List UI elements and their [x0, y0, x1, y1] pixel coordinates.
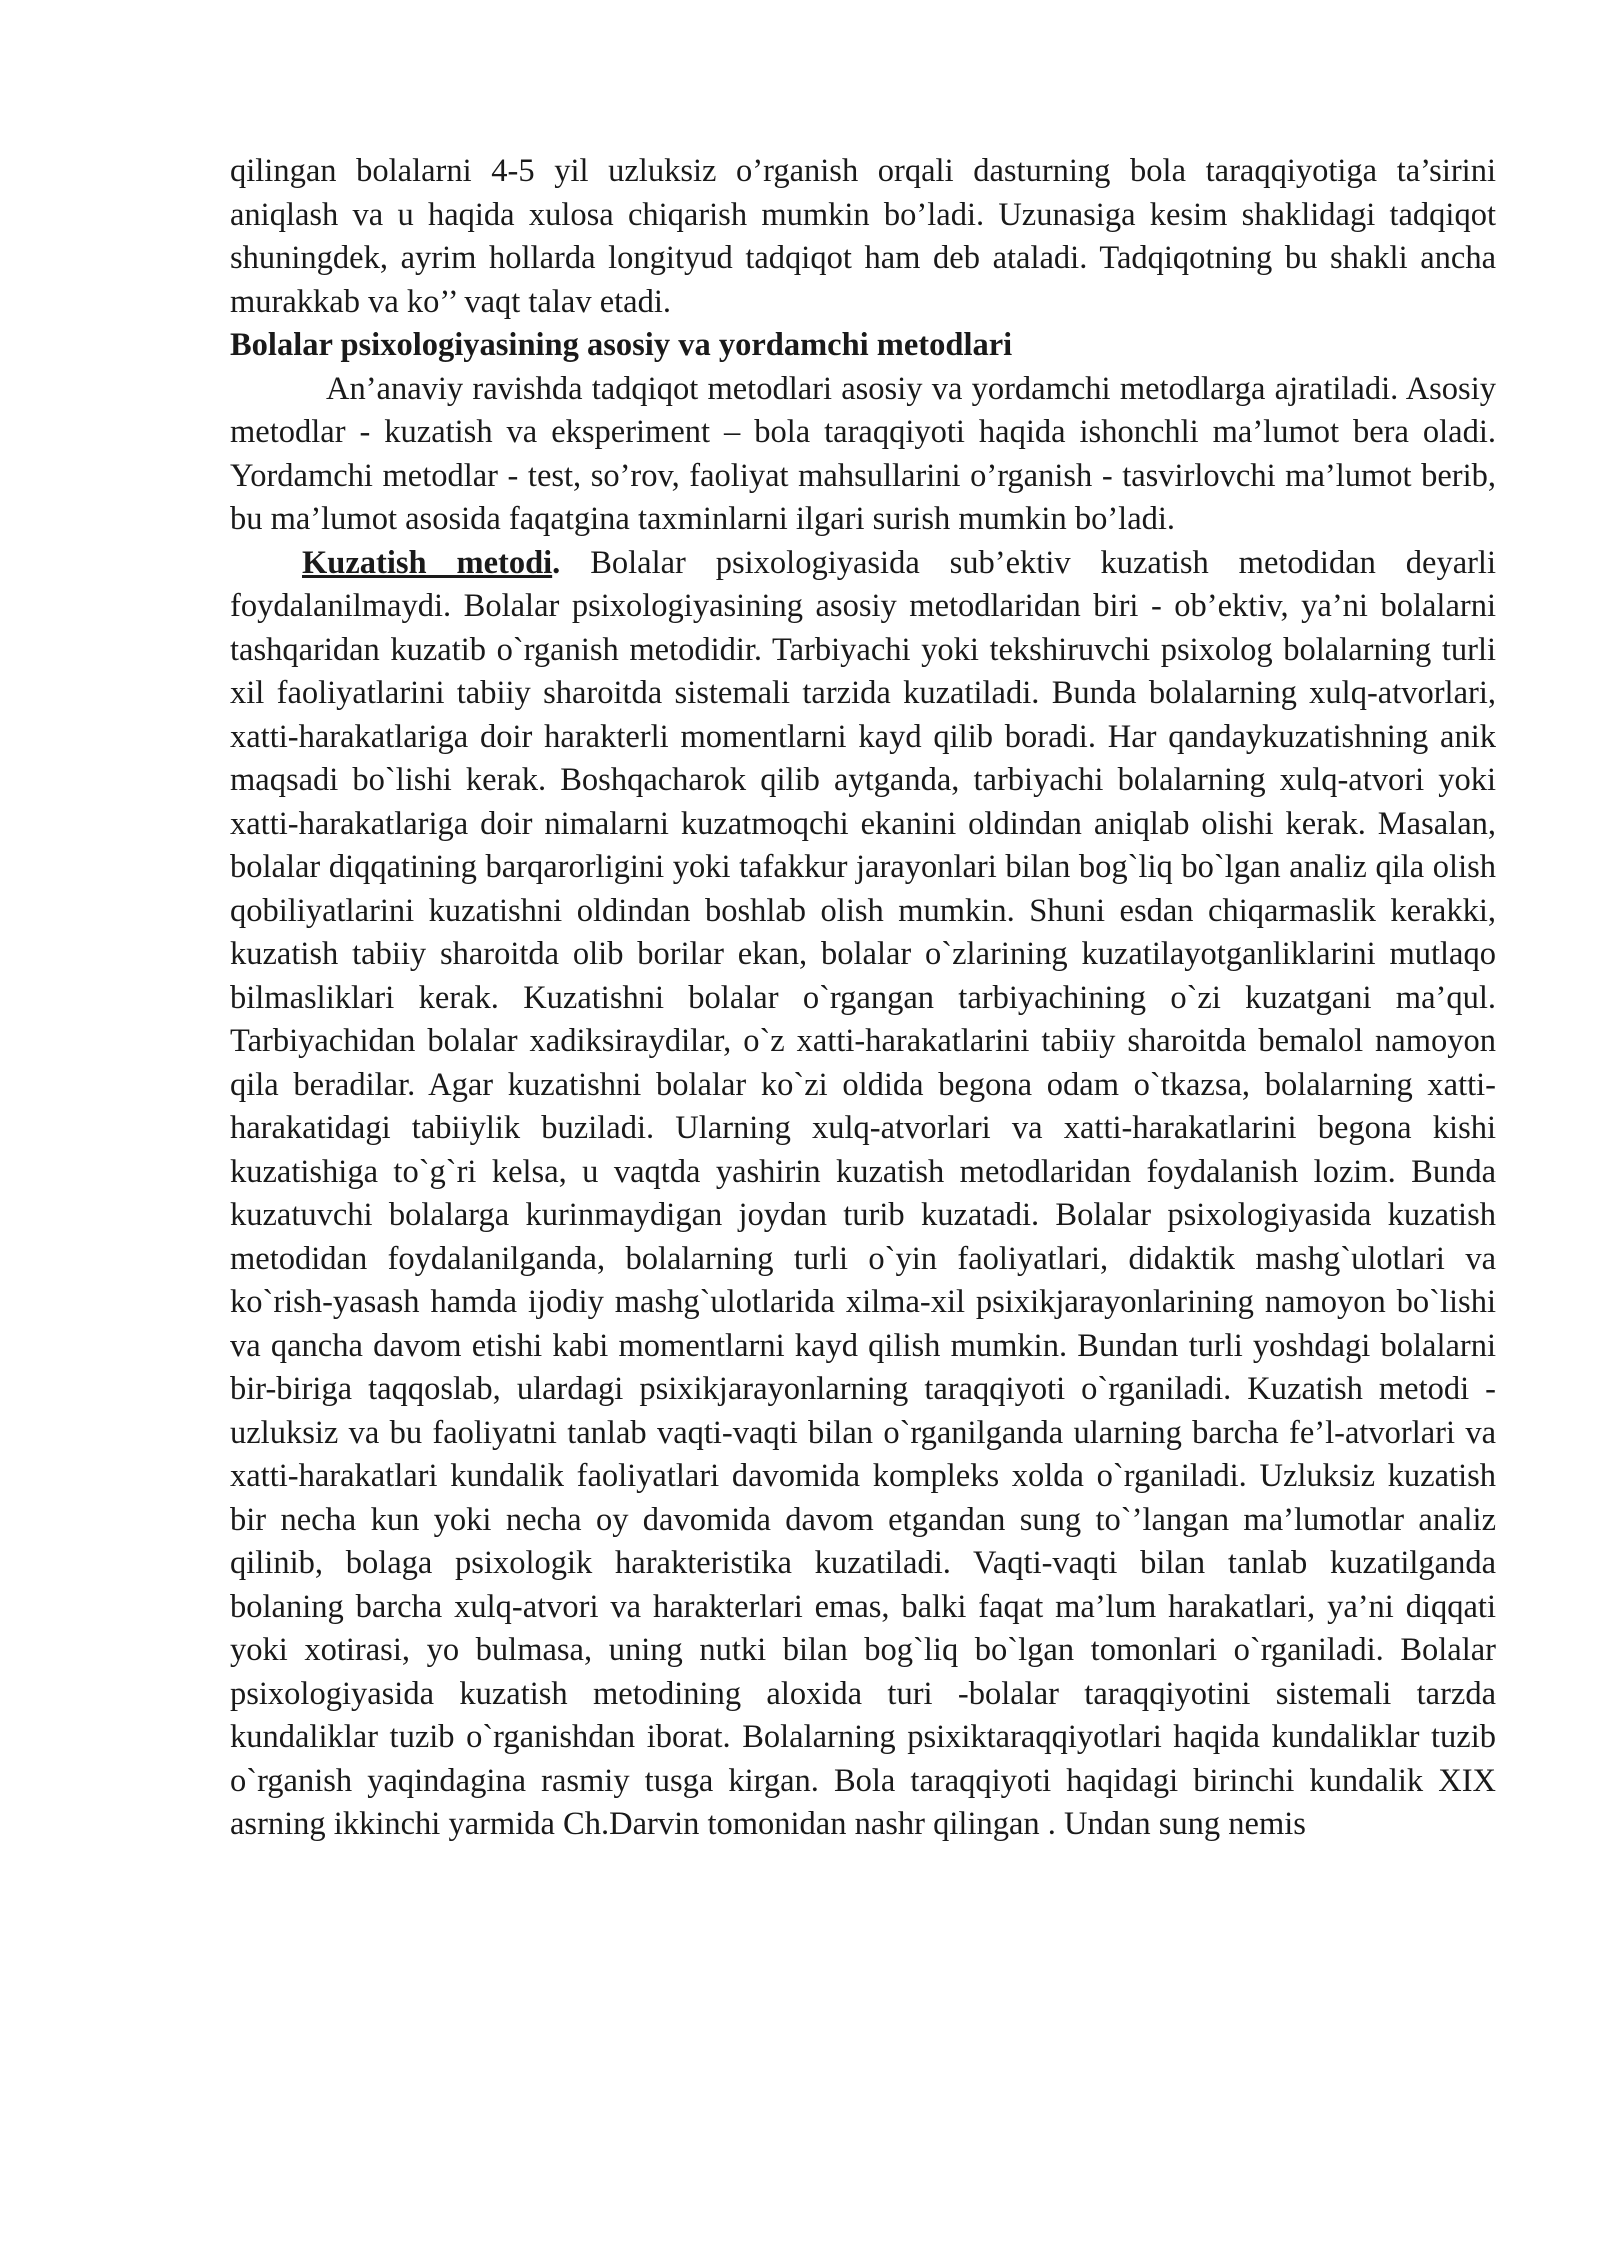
paragraph-observation: [230, 542, 1496, 1847]
section-heading: Bolalar psixologiyasining asosiy va yordamchi metodlari: [230, 327, 1013, 363]
observation-title-period: .: [552, 544, 561, 581]
paragraph-methods: An’anaviy ravishda tadqiqot metodlari asosiy va yordamchi metodlarga ajratiladi. Asosiy metodlar - kuzatish va eksperiment – bola taraqqiyoti haqida ishonchli ma’lumot bera oladi. Yordamchi metodlar - test, so’rov, faoliyat mahsullarini o’rganish - tasvirlovchi ma’lumot berib, bu ma’lumot asosida faqatgina taxminlarni ilgari surish mumkin bo’ladi.: [230, 370, 1496, 537]
observation-method-title: Kuzatish metodi: [302, 544, 553, 581]
paragraph-continuation: qilingan bolalarni 4-5 yil uzluksiz o’rganish orqali dasturning bola taraqqiyotiga ta’sirini aniqlash va u haqida xulosa chiqarish mumkin bo’ladi. Uzunasiga kesim shaklidagi tadqiqot shuningdek, ayrim hollarda longityud tadqiqot ham deb ataladi. Tadqiqotning bu shakli ancha murakkab va ko’’ vaqt talav etadi.: [230, 153, 1496, 320]
observation-body-text: Bolalar psixologiyasida sub’ektiv kuzatish metodidan deyarli foydalanilmaydi. Bolalar psixologiyasining asosiy metodlaridan biri - ob’ektiv, ya’ni bolalarni tashqaridan kuzatib o`rganish metodidir. Tarbiyachi yoki tekshiruvchi psixolog bolalarning turli xil faoliyatlarini tabiiy sharoitda sistemali tarzida kuzatiladi. Bunda bolalarning xulq-atvorlari, xatti-harakatlariga doir harakterli momentlarni kayd qilib boradi. Har qandaykuzatishning anik maqsadi bo`lishi kerak. Boshqacharok qilib aytganda, tarbiyachi bolalarning xulq-atvori yoki xatti-harakatlariga doir nimalarni kuzatmoqchi ekanini oldindan aniqlab olishi kerak. Masalan, bolalar diqqatining barqarorligini yoki tafakkur jarayonlari bilan bog`liq bo`lgan analiz qila olish qobiliyatlarini kuzatishni oldindan boshlab olish mumkin. Shuni esdan chiqarmaslik kerakki, kuzatish tabiiy sharoitda olib borilar ekan, bolalar o`zlarining kuzatilayotganliklarini mutlaqo bilmasliklari kerak. Kuzatishni bolalar o`rgangan tarbiyachining o`zi kuzatgani ma’qul. Tarbiyachidan bolalar xadiksiraydilar, o`z xatti-harakatlarini tabiiy sharoitda bemalol namoyon qila beradilar. Agar kuzatishni bolalar ko`zi oldida begona odam o`tkazsa, bolalarning xatti-harakatidagi tabiiylik buziladi. Ularning xulq-atvorlari va xatti-harakatlarini begona kishi kuzatishiga to`g`ri kelsa, u vaqtda yashirin kuzatish metodlaridan foydalanish lozim. Bunda kuzatuvchi bolalarga kurinmaydigan joydan turib kuzatadi. Bolalar psixologiyasida kuzatish metodidan foydalanilganda, bolalarning turli o`yin faoliyatlari, didaktik mashg`ulotlari va ko`rish-yasash hamda ijodiy mashg`ulotlarida xilma-xil psixikjarayonlarining namoyon bo`lishi va qancha davom etishi kabi momentlarni kayd qilish mumkin. Bundan turli yoshdagi bolalarni bir-biriga taqqoslab, ulardagi psixikjarayonlarning taraqqiyoti o`rganiladi. Kuzatish metodi - uzluksiz va bu faoliyatni tanlab vaqti-vaqti bilan o`rganilganda ularning barcha fe’l-atvorlari va xatti-harakatlari kundalik faoliyatlari davomida kompleks xolda o`rganiladi. Uzluksiz kuzatish bir necha kun yoki necha oy davomida davom etgandan sung to`’langan ma’lumotlar analiz qilinib, bolaga psixologik harakteristika kuzatiladi. Vaqti-vaqti bilan tanlab kuzatilganda bolaning barcha xulq-atvori va harakterlari emas, balki faqat ma’lum harakatlari, ya’ni diqqati yoki xotirasi, yo bulmasa, uning nutki bilan bog`liq bo`lgan tomonlari o`rganiladi. Bolalar psixologiyasida kuzatish metodining aloxida turi -bolalar taraqqiyotini sistemali tarzda kundaliklar tuzib o`rganishdan iborat. Bolalarning psixiktaraqqiyotlari haqida kundaliklar tuzib o`rganish yaqindagina rasmiy tusga kirgan. Bola taraqqiyoti haqidagi birinchi kundalik XIX asrning ikkinchi yarmida Ch.Darvin tomonidan nashr qilingan . Undan sung nemis: [230, 544, 1496, 1842]
document-page: [230, 150, 1496, 1847]
